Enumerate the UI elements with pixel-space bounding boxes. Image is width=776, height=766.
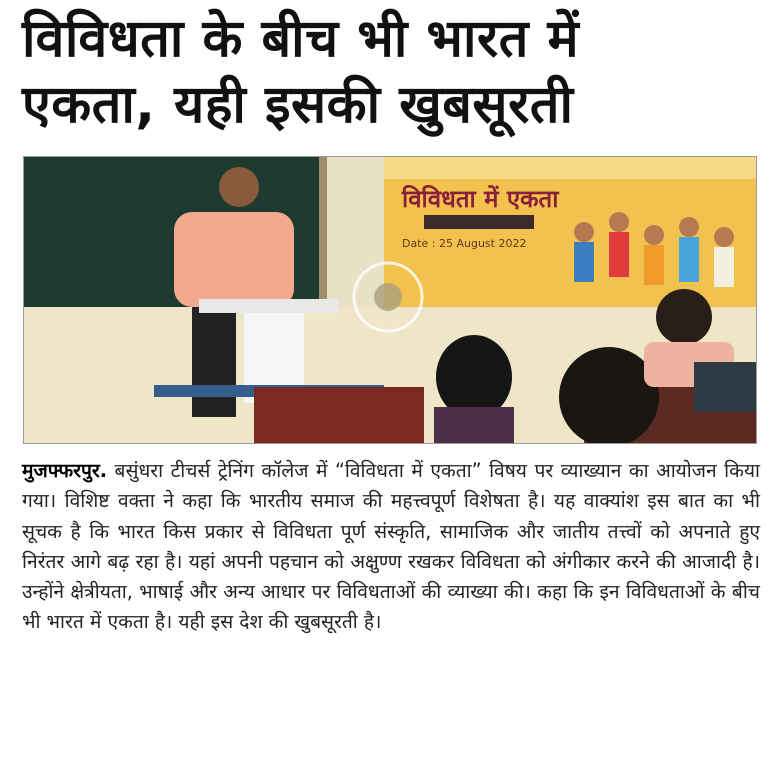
- article-dateline: मुजफ्फरपुर.: [22, 459, 107, 482]
- banner-title: विविधता में एकता: [402, 185, 559, 213]
- news-photo-illustration: [24, 157, 756, 443]
- article-text: बसुंधरा टीचर्स ट्रेनिंग कॉलेज में “विविधता में एकता” विषय पर व्याख्यान का आयोजन किया गया। विशिष्ट वक्ता ने कहा कि भारतीय समाज की महत्त्वपूर्ण विशेषता है। यह वाक्यांश इस बात का भी सूचक है कि भारत किस प्रकार से विविधता पूर्ण संस्कृति, सामाजिक और जातीय तत्त्वों को अपनाते हुए निरंतर आगे बढ़ रहा है। यहां अपनी पहचान को अक्षुण्ण रखकर विविधता को अंगीकार करने की आजादी है। उन्होंने क्षेत्रीयता, भाषाई और अन्य आधार पर विविधताओं की व्याख्या की। कहा कि इन विविधताओं के बीच भी भारत में एकता है। यही इस देश की खुबसूरती है।: [22, 459, 760, 634]
- desk: [254, 387, 424, 443]
- headline-line-1: विविधता के बीच भी भारत में: [22, 9, 580, 69]
- news-photo: [23, 156, 757, 444]
- article-body: [22, 456, 760, 638]
- headline-line-2: एकता, यही इसकी खुबसूरती: [22, 75, 574, 135]
- banner-date: Date : 25 August 2022: [402, 237, 527, 250]
- headline: [22, 6, 762, 138]
